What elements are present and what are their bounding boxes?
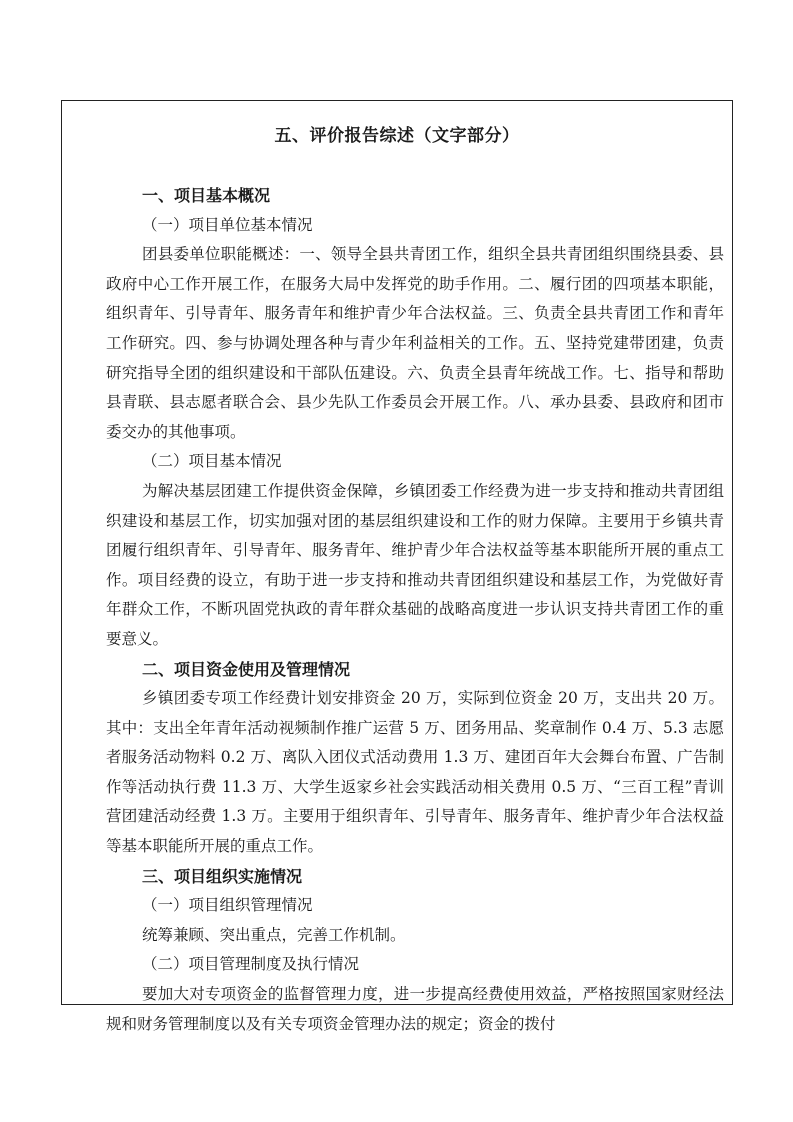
paragraph-funds-usage: 乡镇团委专项工作经费计划安排资金 20 万，实际到位资金 20 万，支出共 20 万。其中：支出全年青年活动视频制作推广运营 5 万、团务用品、奖章制作 0.4 万、5.3 志愿者服务活动物料 0.2 万、离队入团仪式活动费用 1.3 万、建团百年大会舞台布置、广告制作等活动执行费 11.3 万、大学生返家乡社会实践活动相关费用 0.5 万、“三百工程”青训营团建活动经费 1.3 万。主要用于组织青年、引导青年、服务青年、维护青少年合法权益等基本职能所开展的重点工作。 xyxy=(106,689,724,856)
section-title: 五、评价报告综述（文字部分） xyxy=(274,126,520,146)
subheading-project-info: （二）项目基本情况 xyxy=(142,452,282,471)
paragraph-org-management: 统筹兼顾、突出重点，完善工作机制。 xyxy=(142,925,406,944)
report-body xyxy=(106,181,724,1039)
heading-implementation: 三、项目组织实施情况 xyxy=(142,866,303,886)
subheading-org-management: （一）项目组织管理情况 xyxy=(142,896,313,915)
heading-project-overview: 一、项目基本概况 xyxy=(142,186,271,205)
paragraph-project-info: 为解决基层团建工作提供资金保障，乡镇团委工作经费为进一步支持和推动共青团组织建设和基层工作，切实加强对团的基层组织建设和工作的财力保障。主要用于乡镇共青团履行组织青年、引导青年、服务青年、维护青少年合法权益等基本职能所开展的重点工作。项目经费的设立，有助于进一步支持和推动共青团组织建设和基层工作，为党做好青年群众工作，不断巩固党执政的青年群众基础的战略高度进一步认识支持共青团工作的重要意义。 xyxy=(106,481,724,648)
subheading-management-system: （二）项目管理制度及执行情况 xyxy=(142,955,360,974)
paragraph-unit-functions: 团县委单位职能概述：一、领导全县共青团工作，组织全县共青团组织围绕县委、县政府中心工作开展工作，在服务大局中发挥党的助手作用。二、履行团的四项基本职能，组织青年、引导青年、服务青年和维护青少年合法权益。三、负责全县共青团工作和青年工作研究。四、参与协调处理各种与青少年利益相关的工作。五、坚持党建带团建，负责研究指导全团的组织建设和干部队伍建设。六、负责全县青年统战工作。七、指导和帮助县青联、县志愿者联合会、县少先队工作委员会开展工作。八、承办县委、县政府和团市委交办的其他事项。 xyxy=(106,245,724,441)
subheading-unit-info: （一）项目单位基本情况 xyxy=(142,215,313,234)
paragraph-management-system: 要加大对专项资金的监督管理力度，进一步提高经费使用效益，严格按照国家财经法规和财务管理制度以及有关专项资金管理办法的规定；资金的拨付 xyxy=(106,985,724,1033)
report-frame xyxy=(61,100,733,1033)
heading-funds-usage: 二、项目资金使用及管理情况 xyxy=(142,659,351,679)
